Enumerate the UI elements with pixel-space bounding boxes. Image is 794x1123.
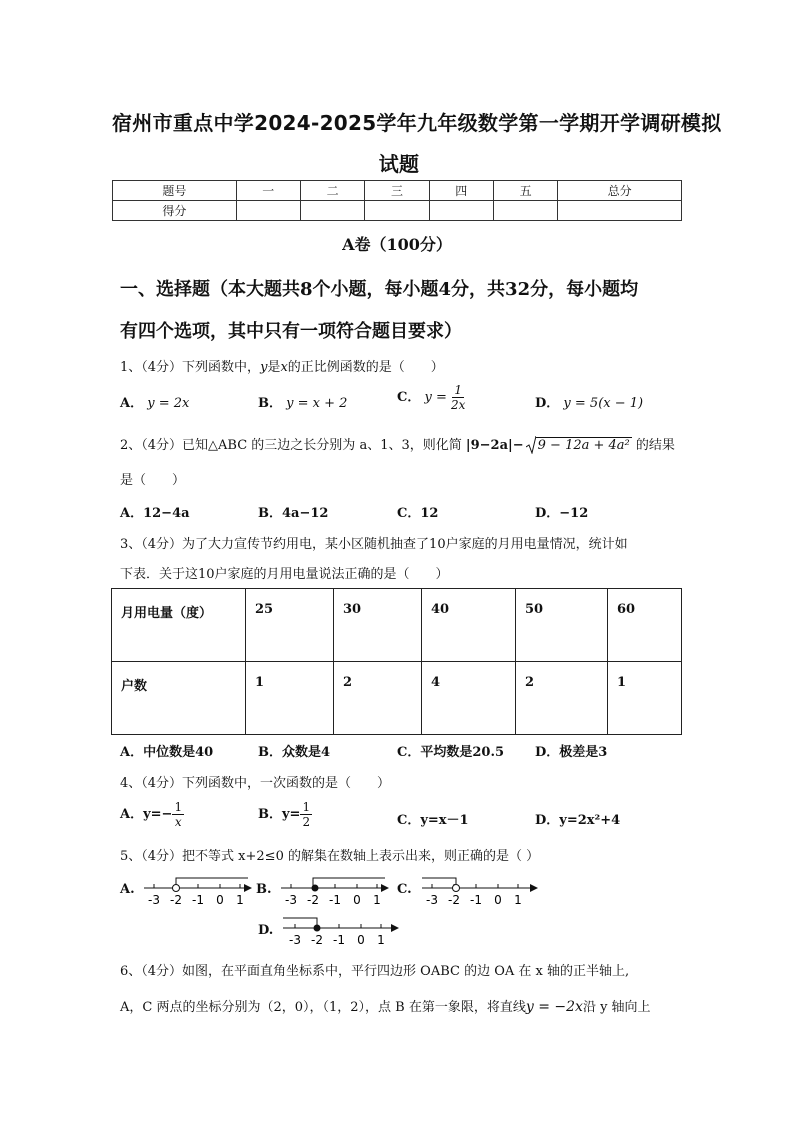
sqrt-sign-icon (526, 436, 536, 454)
tick-label: -2 (448, 893, 460, 907)
score-header-cell: 一 (236, 181, 300, 201)
question-text: 是 (267, 360, 281, 375)
score-row-label: 得分 (113, 201, 237, 221)
question-text: 如图，在平面直角坐标系中，平行四边形 OABC 的边 OA 在 x 轴的正半轴上, (182, 964, 630, 979)
page-title-line2: 试题 (378, 152, 420, 176)
question-2-line2: 是（ ） (120, 473, 186, 488)
tick-label: -2 (307, 893, 319, 907)
score-header-cell: 题号 (113, 181, 237, 201)
question-text: 已知△ABC 的三边之长分别为 a、1、3，则化简 (182, 438, 462, 453)
table-row (112, 662, 682, 735)
table-cell: 4 (422, 662, 516, 735)
score-cell (429, 201, 493, 221)
option-b[interactable]: B．众数是4 (258, 745, 331, 760)
option-d[interactable]: D．极差是3 (535, 745, 608, 760)
table-cell: 户数 (112, 662, 246, 735)
question-number: 2、（4分） (120, 438, 183, 453)
question-3 (120, 533, 680, 552)
option-d[interactable]: D． y = 5(x − 1) (535, 396, 644, 411)
abs-expression: |9−2a|− (465, 438, 524, 453)
score-header-cell: 五 (493, 181, 557, 201)
question-number: 1、（4分） (120, 360, 183, 375)
fraction: $\frac{1}{2}$ (302, 800, 311, 829)
number-line-d-graphic (279, 914, 404, 948)
question-4 (120, 772, 680, 791)
tick-label: -2 (311, 933, 323, 947)
score-header-cell: 四 (429, 181, 493, 201)
table-row (112, 589, 682, 662)
score-cell (300, 201, 364, 221)
tick-label: 1 (373, 893, 381, 907)
option-c[interactable]: C． y = $\frac{1}{2x}$ (397, 383, 466, 412)
question-text: 的正比例函数的是（ ） (287, 360, 444, 375)
tick-label: -1 (192, 893, 204, 907)
tick-label: 0 (494, 893, 502, 907)
question-number: 5、（4分） (120, 849, 183, 864)
number-line-b[interactable] (277, 874, 392, 908)
number-line-c-graphic (418, 874, 543, 908)
option-a[interactable]: A．12−4a (120, 506, 190, 521)
score-cell (236, 201, 300, 221)
option-d[interactable]: D．y=2x²+4 (535, 813, 621, 828)
section-1-heading: 一、选择题（本大题共8个小题，每小题4分，共32分，每小题均 (120, 279, 639, 300)
question-6-line2: A，C 两点的坐标分别为（2，0），（1，2），点 B 在第一象限，将直线y = −2x沿 y 轴向上 (120, 999, 651, 1015)
table-cell: 月用电量（度） (112, 589, 246, 662)
electricity-table (111, 588, 682, 735)
tick-label: 1 (377, 933, 385, 947)
tick-label: -1 (329, 893, 341, 907)
tick-label: -3 (148, 893, 160, 907)
question-text: 的结果 (635, 438, 675, 453)
tick-label: -2 (170, 893, 182, 907)
number-line-a[interactable] (140, 874, 255, 908)
table-cell: 30 (334, 589, 422, 662)
number-line-d[interactable] (279, 914, 404, 948)
question-number: 6、（4分） (120, 964, 183, 979)
question-5 (120, 845, 680, 864)
table-cell: 1 (608, 662, 682, 735)
option-b[interactable]: B． y = x + 2 (258, 396, 348, 411)
question-text: 为了大力宣传节约用电，某小区随机抽查了10户家庭的月用电量情况，统计如 (182, 537, 628, 552)
option-b[interactable]: B．y= $\frac{1}{2}$ (258, 800, 311, 829)
tick-label: -3 (289, 933, 301, 947)
table-cell: 60 (608, 589, 682, 662)
table-cell: 40 (422, 589, 516, 662)
option-c[interactable]: C．平均数是20.5 (397, 745, 505, 760)
number-line-a-graphic (140, 874, 255, 908)
question-3-line2: 下表．关于这10户家庭的月用电量说法正确的是（ ） (120, 567, 449, 582)
option-d-label[interactable]: D. (258, 923, 274, 938)
tick-label: 0 (216, 893, 224, 907)
tick-label: -3 (426, 893, 438, 907)
option-a[interactable]: A． y = 2x (120, 396, 190, 411)
option-b-label[interactable]: B. (256, 882, 272, 897)
tick-label: 0 (357, 933, 365, 947)
section-1-heading-line2: 有四个选项，其中只有一项符合题目要求） (120, 321, 462, 342)
score-cell (493, 201, 557, 221)
table-cell: 2 (334, 662, 422, 735)
score-table (112, 180, 682, 221)
question-number: 4、（4分） (120, 776, 183, 791)
fraction: $\frac{1}{2x}$ (451, 383, 466, 412)
score-header-cell: 总分 (558, 181, 682, 201)
fraction: $\frac{1}{x}$ (174, 800, 183, 829)
question-6 (120, 960, 680, 979)
number-line-c[interactable] (418, 874, 543, 908)
score-table-row (113, 201, 682, 221)
table-cell: 50 (516, 589, 608, 662)
question-text: 把不等式 x+2≤0 的解集在数轴上表示出来，则正确的是（ ） (182, 849, 540, 864)
question-text: 下列函数中， (182, 360, 261, 375)
page-title: 宿州市重点中学2024-2025学年九年级数学第一学期开学调研模拟 (112, 111, 722, 135)
tick-label: 1 (236, 893, 244, 907)
score-cell (365, 201, 429, 221)
tick-label: 1 (514, 893, 522, 907)
sqrt-expression: 9 − 12a + 4a² (526, 438, 632, 453)
table-cell: 2 (516, 662, 608, 735)
option-c-label[interactable]: C. (397, 882, 412, 897)
score-header-cell: 三 (365, 181, 429, 201)
option-c[interactable]: C．12 (397, 506, 439, 521)
tick-label: -3 (285, 893, 297, 907)
question-text: 下列函数中，一次函数的是（ ） (182, 776, 391, 791)
question-number: 3、（4分） (120, 537, 183, 552)
question-2 (120, 434, 680, 453)
option-a[interactable]: A．y=− $\frac{1}{x}$ (120, 800, 183, 829)
option-c[interactable]: C．y=x－1 (397, 813, 469, 828)
number-line-b-graphic (277, 874, 392, 908)
question-1 (120, 356, 680, 375)
score-header-cell: 二 (300, 181, 364, 201)
score-cell (558, 201, 682, 221)
table-cell: 1 (246, 662, 334, 735)
option-b[interactable]: B．4a−12 (258, 506, 329, 521)
math-var: x (280, 360, 288, 375)
section-a-heading: A卷（100分） (342, 235, 452, 254)
score-table-header-row (113, 181, 682, 201)
option-a-label[interactable]: A. (120, 882, 135, 897)
option-a[interactable]: A．中位数是40 (120, 745, 214, 760)
table-cell: 25 (246, 589, 334, 662)
math-var: y (260, 360, 268, 375)
tick-label: -1 (470, 893, 482, 907)
tick-label: -1 (333, 933, 345, 947)
tick-label: 0 (353, 893, 361, 907)
option-d[interactable]: D．−12 (535, 506, 589, 521)
